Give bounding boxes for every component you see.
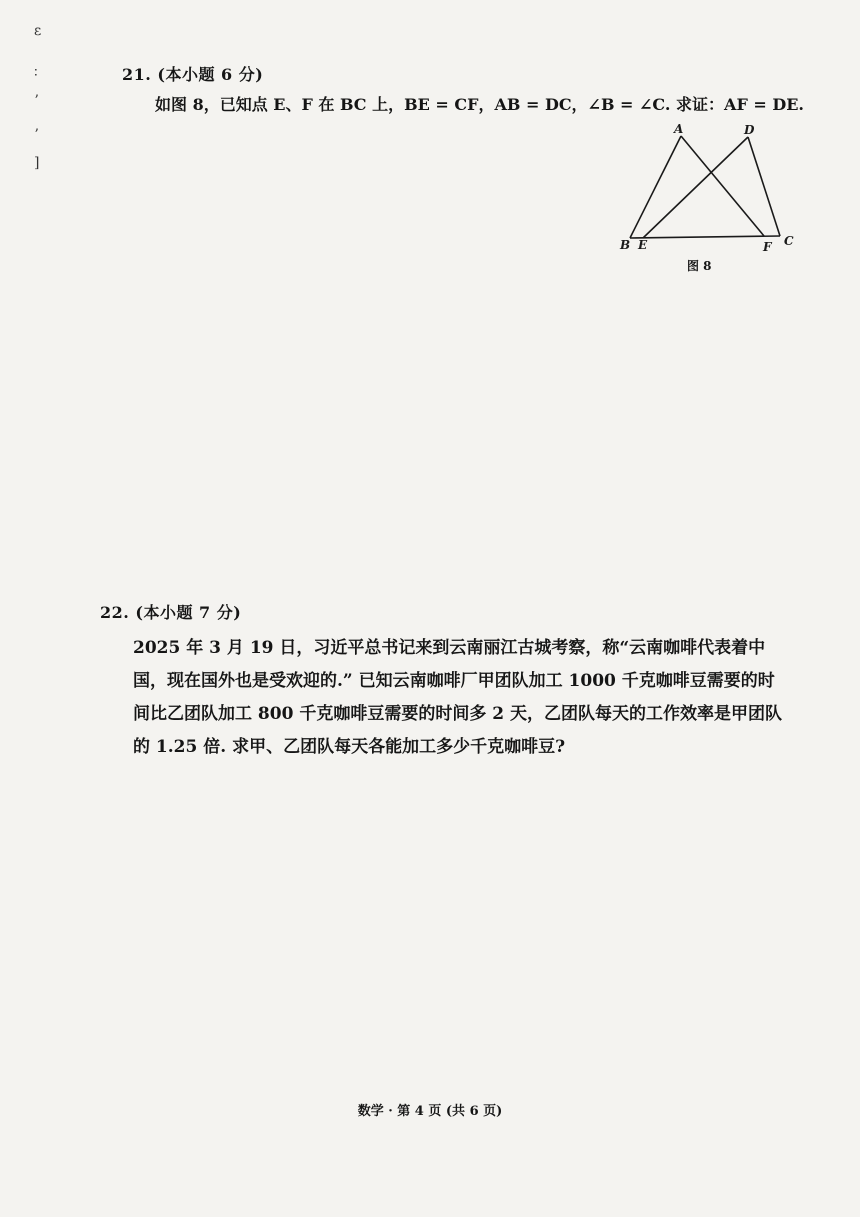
label-d: D: [744, 123, 755, 137]
segment-bc: [630, 236, 780, 238]
segment-dc: [748, 137, 780, 236]
figure-8-triangles: [618, 120, 798, 280]
label-a: A: [674, 122, 684, 136]
question-21-title: 21. (本小题 6 分): [122, 65, 264, 84]
question-21-text: 如图 8，已知点 E、F 在 BC 上，BE = CF，AB = DC，∠B = ∠C. 求证：AF = DE.: [155, 95, 804, 114]
question-22-line: 国，现在国外也是受欢迎的.” 已知云南咖啡厂甲团队加工 1000 千克咖啡豆需要的时: [133, 671, 775, 691]
page-footer: 数学 · 第 4 页 (共 6 页): [357, 1104, 503, 1119]
segment-af: [681, 136, 764, 236]
label-f: F: [763, 240, 772, 254]
segment-de: [643, 137, 748, 238]
margin-mark: ε: [34, 23, 42, 39]
label-e: E: [638, 238, 648, 252]
question-22-line: 2025 年 3 月 19 日，习近平总书记来到云南丽江古城考察，称“云南咖啡代表着中: [133, 638, 766, 658]
question-22-line: 的 1.25 倍. 求甲、乙团队每天各能加工多少千克咖啡豆?: [133, 737, 566, 757]
margin-mark: ∶: [34, 65, 38, 81]
margin-mark: ʼ: [34, 93, 39, 109]
question-22-title: 22. (本小题 7 分): [100, 603, 242, 622]
figure-caption: 图 8: [687, 259, 712, 273]
question-22-body: [133, 632, 793, 764]
segment-ab: [630, 136, 681, 238]
label-c: C: [784, 234, 794, 248]
label-b: B: [620, 238, 631, 252]
question-22-line: 间比乙团队加工 800 千克咖啡豆需要的时间多 2 天，乙团队每天的工作效率是甲团队: [133, 704, 782, 724]
margin-mark: ]: [34, 155, 40, 171]
margin-mark: ʼ: [34, 127, 39, 143]
